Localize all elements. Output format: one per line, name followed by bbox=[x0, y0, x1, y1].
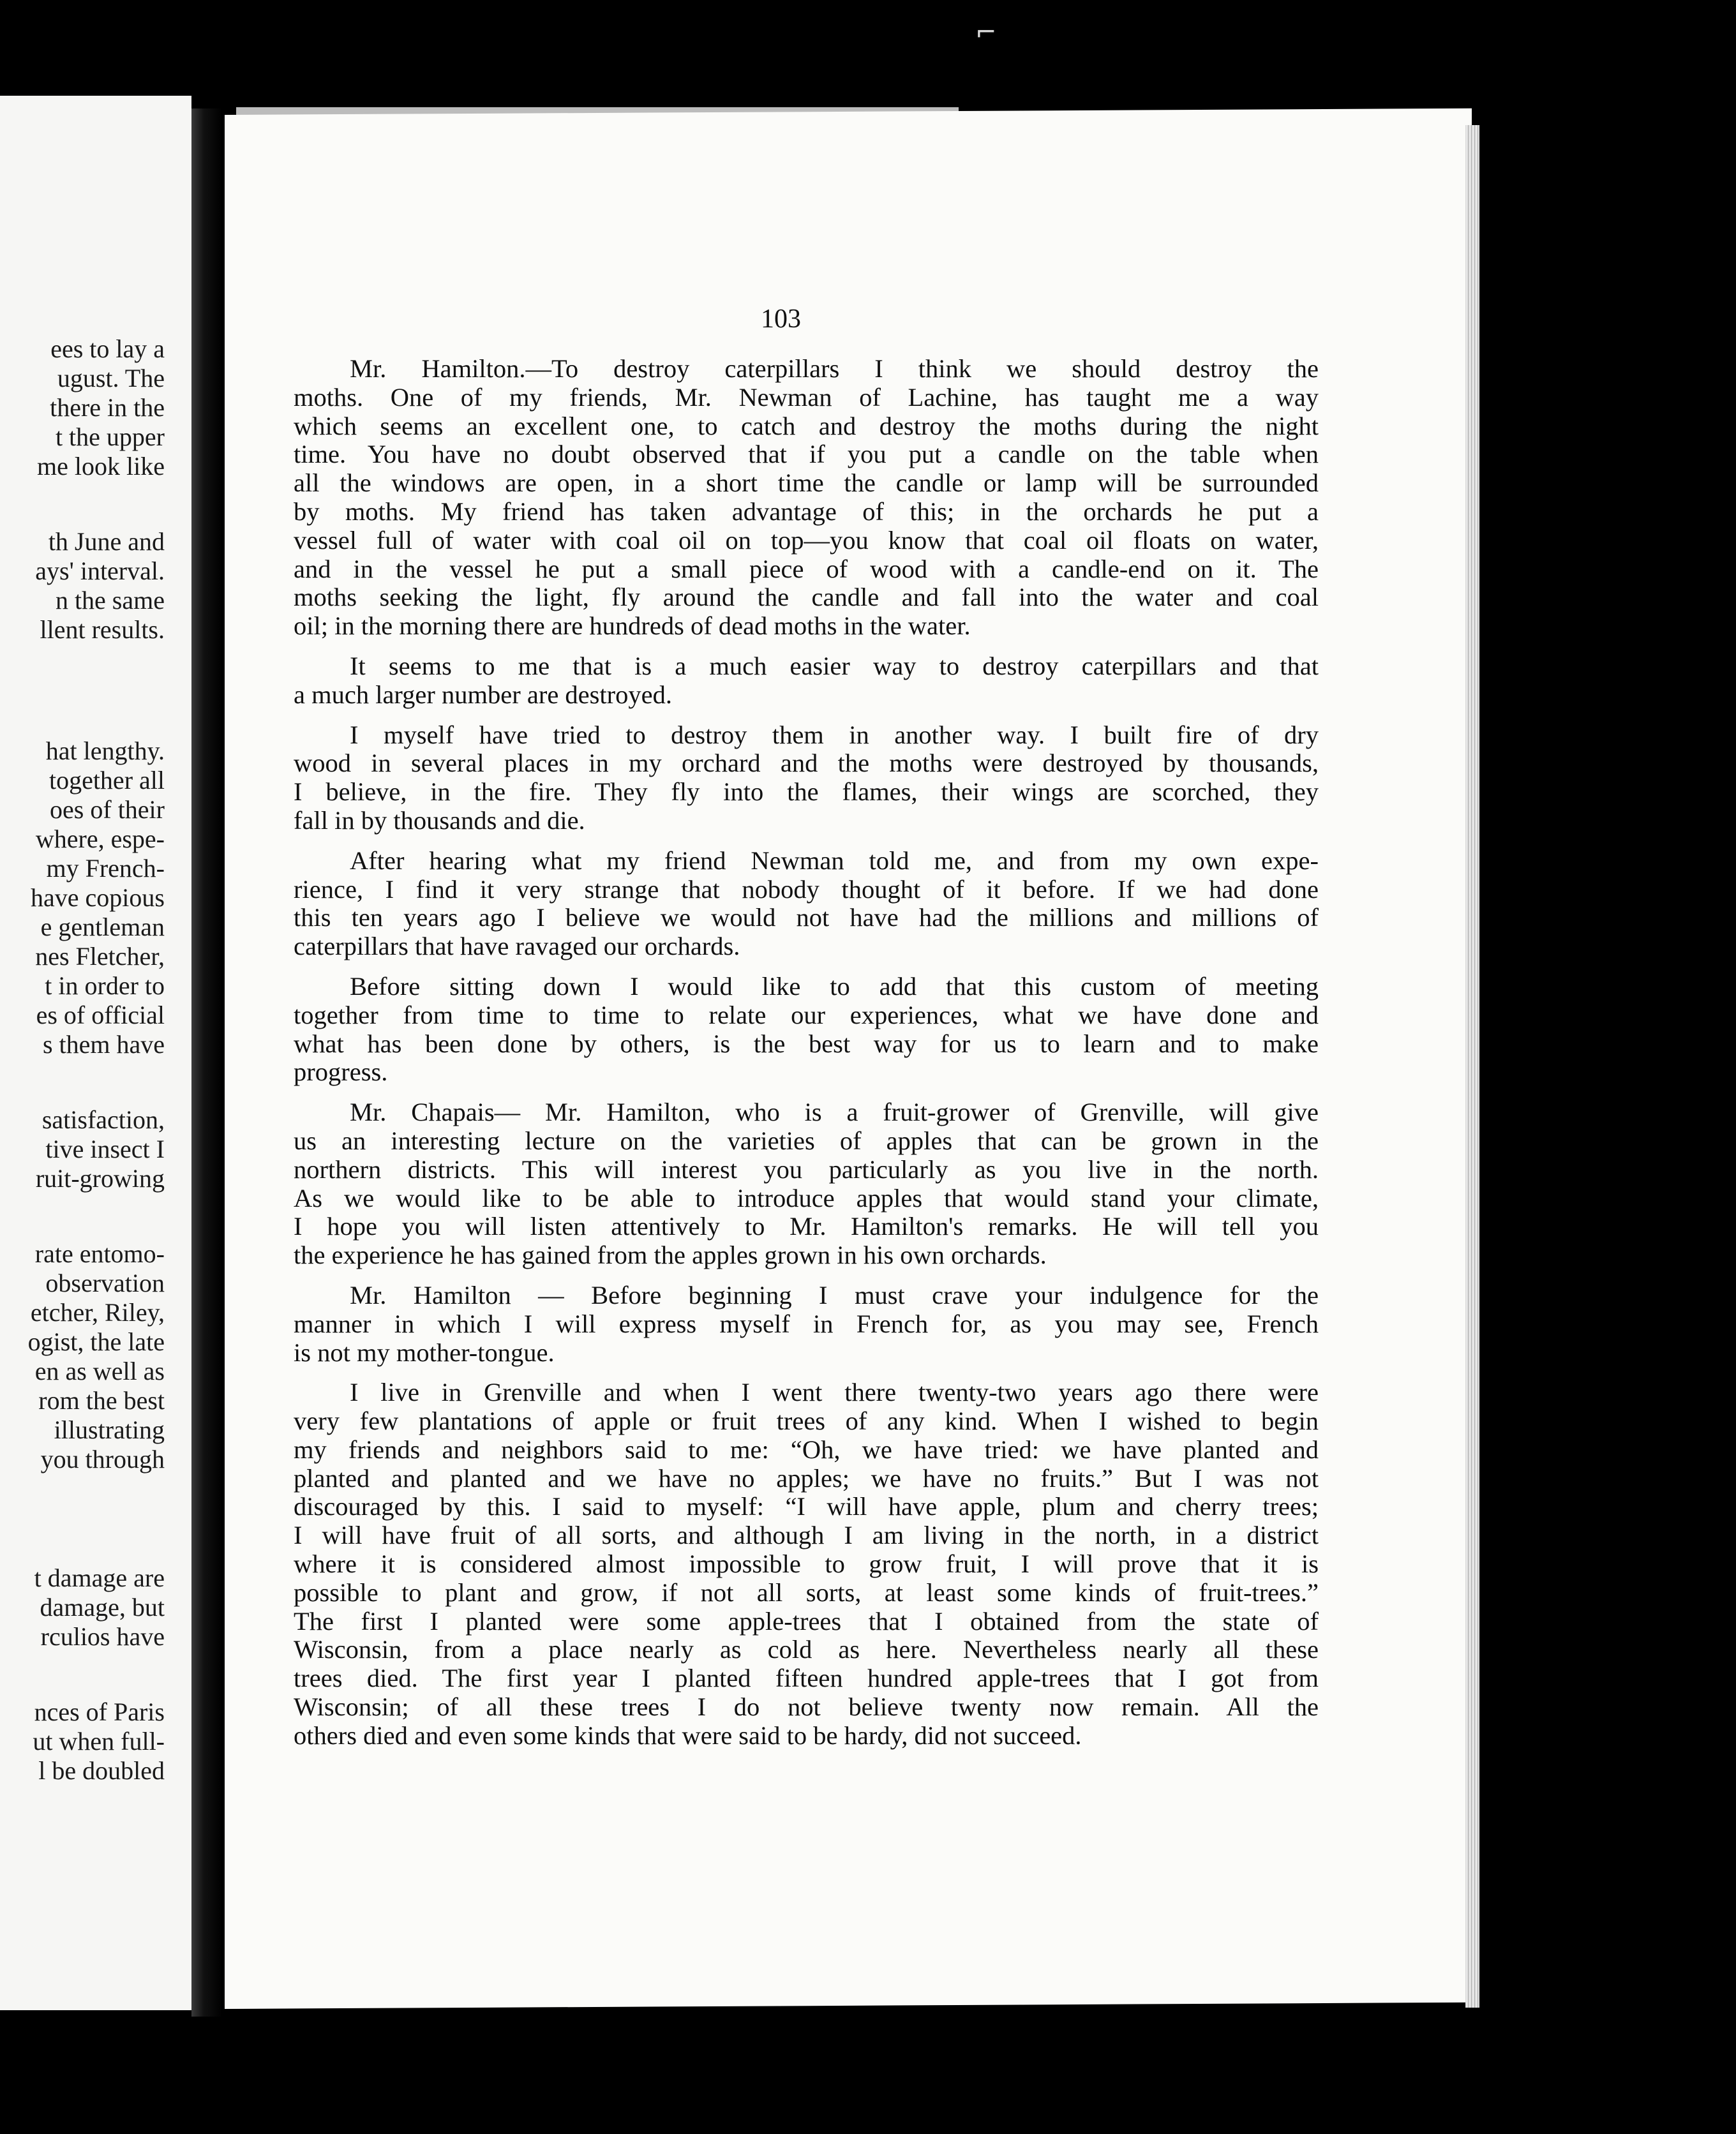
text-line: all the windows are open, in a short time the candle or lamp will be surrounded bbox=[294, 468, 1319, 498]
text-line: progress. bbox=[294, 1057, 388, 1087]
text-line: time. You have no doubt observed that if you put a candle on the table when bbox=[294, 440, 1319, 469]
text-line: I believe, in the fire. They fly into the flames, their wings are scorched, they bbox=[294, 777, 1319, 807]
page-body bbox=[294, 355, 1319, 1762]
previous-page-line: oes of their bbox=[50, 795, 165, 824]
text-line: Mr. Hamilton — Before beginning I must crave your indulgence for the bbox=[350, 1280, 1319, 1310]
previous-page-line: nces of Paris bbox=[34, 1698, 165, 1726]
text-line: It seems to me that is a much easier way to destroy caterpillars and that bbox=[350, 651, 1319, 680]
previous-page-line: tive insect I bbox=[45, 1135, 165, 1163]
text-line: Mr. Hamilton.—To destroy caterpillars I think we should destroy the bbox=[350, 354, 1319, 383]
previous-page-line: th June and bbox=[48, 527, 165, 556]
text-line: fall in by thousands and die. bbox=[294, 805, 585, 835]
previous-page-line: ruit-growing bbox=[35, 1164, 165, 1193]
previous-page-line: ogist, the late bbox=[27, 1327, 165, 1356]
previous-page-line: l be doubled bbox=[38, 1756, 165, 1785]
text-line: The first I planted were some apple-trees that I obtained from the state of bbox=[294, 1606, 1319, 1636]
previous-page-line: me look like bbox=[37, 452, 165, 481]
paragraph bbox=[294, 1098, 1319, 1270]
text-line: moths. One of my friends, Mr. Newman of Lachine, has taught me a way bbox=[294, 382, 1319, 412]
previous-page-line: ees to lay a bbox=[50, 334, 165, 363]
previous-page-line: you through bbox=[40, 1445, 165, 1474]
paragraph bbox=[294, 652, 1319, 710]
previous-page-line: rculios have bbox=[40, 1622, 165, 1651]
previous-page-line: llent results. bbox=[40, 615, 165, 644]
previous-page-line: my French- bbox=[46, 854, 165, 883]
previous-page-line: t the upper bbox=[55, 422, 165, 451]
text-line: I live in Grenville and when I went there twenty-two years ago there were bbox=[350, 1378, 1319, 1407]
page-number: 103 bbox=[761, 304, 801, 334]
previous-page-line: damage, but bbox=[40, 1593, 165, 1622]
text-line: manner in which I will express myself in French for, as you may see, French bbox=[294, 1309, 1319, 1338]
text-line: Wisconsin, from a place nearly as cold as here. Nevertheless nearly all these bbox=[294, 1635, 1319, 1664]
previous-page-line: there in the bbox=[50, 393, 165, 422]
previous-page-line: rate entomo- bbox=[34, 1239, 165, 1268]
previous-page-line: e gentleman bbox=[40, 913, 165, 941]
text-line: others died and even some kinds that were said to be hardy, did not succeed. bbox=[294, 1720, 1082, 1750]
previous-page-line: satisfaction, bbox=[41, 1105, 165, 1134]
paragraph bbox=[294, 1281, 1319, 1367]
previous-page-fragment bbox=[0, 96, 191, 2010]
text-line: possible to plant and grow, if not all sorts, at least some kinds of fruit-trees.” bbox=[294, 1578, 1319, 1607]
text-line: a much larger number are destroyed. bbox=[294, 680, 673, 709]
previous-page-line: n the same bbox=[55, 586, 165, 615]
text-line: together from time to time to relate our experiences, what we have done and bbox=[294, 1000, 1319, 1029]
previous-page-line: rom the best bbox=[38, 1386, 165, 1415]
previous-page-line: nes Fletcher, bbox=[35, 942, 165, 971]
text-line: trees died. The first year I planted fifteen hundred apple-trees that I got from bbox=[294, 1664, 1319, 1693]
previous-page-line: ugust. The bbox=[57, 364, 165, 392]
text-line: I myself have tried to destroy them in another way. I built fire of dry bbox=[350, 720, 1319, 749]
previous-page-line: t damage are bbox=[34, 1563, 165, 1592]
text-line: I will have fruit of all sorts, and although I am living in the north, in a district bbox=[294, 1521, 1319, 1550]
text-line: oil; in the morning there are hundreds of dead moths in the water. bbox=[294, 611, 971, 641]
previous-page-line: ays' interval. bbox=[35, 556, 165, 585]
previous-page-line: where, espe- bbox=[35, 824, 165, 853]
text-line: the experience he has gained from the apples grown in his own orchards. bbox=[294, 1241, 1047, 1270]
text-line: Mr. Chapais— Mr. Hamilton, who is a fruit-grower of Grenville, will give bbox=[350, 1098, 1319, 1127]
paragraph bbox=[294, 847, 1319, 961]
text-line: and in the vessel he put a small piece of wood with a candle-end on it. The bbox=[294, 554, 1319, 583]
text-line: rience, I find it very strange that nobody thought of it before. If we had done bbox=[294, 874, 1319, 904]
scan-speck: ⌐ bbox=[975, 18, 997, 47]
text-line: this ten years ago I believe we would not have had the millions and millions of bbox=[294, 903, 1319, 932]
text-line: I hope you will listen attentively to Mr. Hamilton's remarks. He will tell you bbox=[294, 1212, 1319, 1241]
paragraph bbox=[294, 355, 1319, 641]
book-gutter bbox=[191, 108, 222, 2017]
text-line: where it is considered almost impossible to grow fruit, I will prove that it is bbox=[294, 1549, 1319, 1579]
text-line: northern districts. This will interest you particularly as you live in the north. bbox=[294, 1154, 1319, 1184]
text-line: As we would like to be able to introduce apples that would stand your climate, bbox=[294, 1183, 1319, 1212]
paragraph bbox=[294, 1378, 1319, 1750]
previous-page-line: observation bbox=[45, 1269, 165, 1297]
text-line: very few plantations of apple or fruit trees of any kind. When I wished to begin bbox=[294, 1406, 1319, 1436]
text-line: discouraged by this. I said to myself: “I will have apple, plum and cherry trees; bbox=[294, 1492, 1319, 1521]
text-line: vessel full of water with coal oil on top—you know that coal oil floats on water, bbox=[294, 525, 1319, 555]
previous-page-line: en as well as bbox=[34, 1357, 165, 1385]
previous-page-line: have copious bbox=[31, 883, 165, 912]
previous-page-line: s them have bbox=[42, 1030, 165, 1059]
text-line: caterpillars that have ravaged our orchards. bbox=[294, 932, 740, 961]
text-line: wood in several places in my orchard and the moths were destroyed by thousands, bbox=[294, 749, 1319, 778]
paragraph bbox=[294, 721, 1319, 835]
previous-page-line: ut when full- bbox=[33, 1727, 165, 1756]
text-line: After hearing what my friend Newman told me, and from my own expe- bbox=[350, 846, 1319, 875]
previous-page-line: t in order to bbox=[45, 971, 165, 1000]
text-line: moths seeking the light, fly around the candle and fall into the water and coal bbox=[294, 583, 1319, 612]
text-line: what has been done by others, is the best way for us to learn and to make bbox=[294, 1029, 1319, 1058]
text-line: Before sitting down I would like to add that this custom of meeting bbox=[350, 971, 1319, 1001]
previous-page-line: hat lengthy. bbox=[45, 736, 165, 765]
text-line: Wisconsin; of all these trees I do not believe twenty now remain. All the bbox=[294, 1692, 1319, 1722]
text-line: which seems an excellent one, to catch and destroy the moths during the night bbox=[294, 411, 1319, 440]
previous-page-line: illustrating bbox=[54, 1415, 165, 1444]
previous-page-line: es of official bbox=[36, 1001, 165, 1029]
page-stack-edge bbox=[1465, 125, 1479, 2008]
text-line: us an interesting lecture on the varieties of apples that can be grown in the bbox=[294, 1126, 1319, 1155]
previous-page-line: together all bbox=[49, 766, 165, 795]
text-line: my friends and neighbors said to me: “Oh, we have tried: we have planted and bbox=[294, 1435, 1319, 1464]
text-line: is not my mother-tongue. bbox=[294, 1338, 555, 1367]
previous-page-line: etcher, Riley, bbox=[30, 1298, 165, 1327]
text-line: planted and planted and we have no apples; we have no fruits.” But I was not bbox=[294, 1463, 1319, 1493]
paragraph bbox=[294, 973, 1319, 1087]
text-line: by moths. My friend has taken advantage of this; in the orchards he put a bbox=[294, 496, 1319, 526]
